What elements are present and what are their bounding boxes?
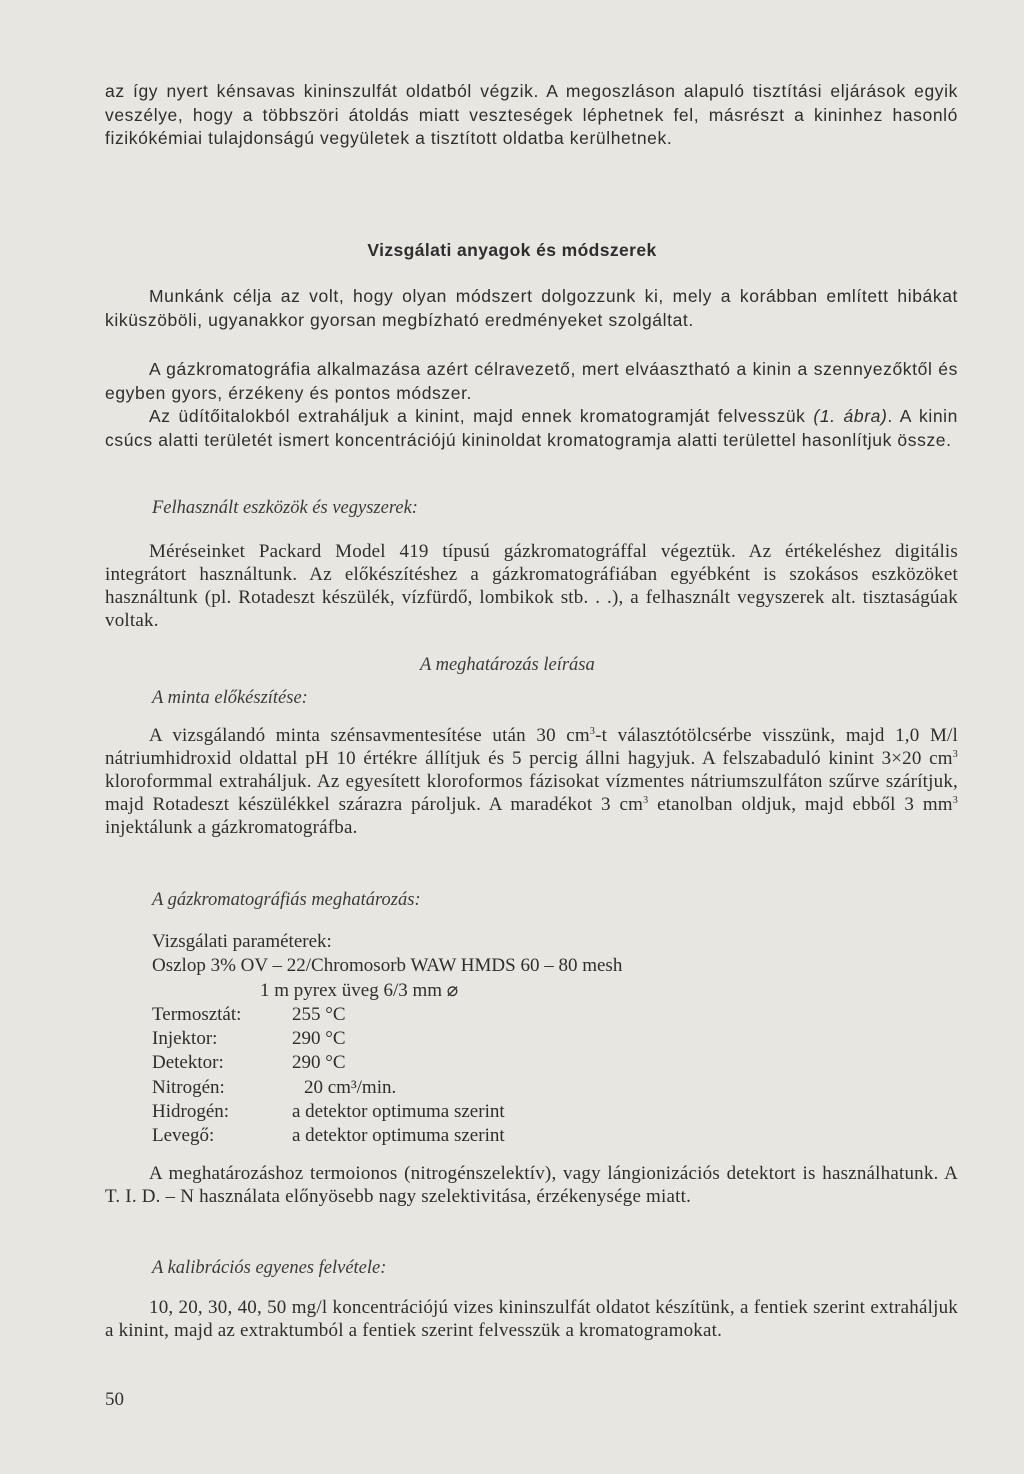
param-value: 255 °C xyxy=(292,1003,346,1025)
aim-paragraph-3-tail: . A kinin csúcs alatti területét ismert koncentrációjú kininoldat kromatogramja alatti területtel hasonlítjuk össze. xyxy=(105,406,958,450)
param-row xyxy=(152,1003,622,1027)
param-value: a detektor optimuma szerint xyxy=(292,1125,505,1147)
param-value: a detektor optimuma szerint xyxy=(292,1101,505,1123)
param-row xyxy=(152,1027,622,1051)
prep-text-5: injektálunk a gázkromatográfba. xyxy=(105,817,358,838)
calib-paragraph: 10, 20, 30, 40, 50 mg/l koncentrációjú vizes kininszulfát oldatot készítünk, a fentiek szerint extraháljuk a kinint, majd az extraktumból a fentiek szerint felvesszük a kromatogramokat. xyxy=(105,1297,958,1341)
detector-paragraph: A meghatározáshoz termoionos (nitrogénszelektív), vagy lángionizációs detektort is használhatunk. A T. I. D. – N használata előnyösebb nagy szelektivitása, érzékenysége miatt. xyxy=(105,1163,958,1207)
param-label: Injektor: xyxy=(152,1028,218,1050)
param-label: Detektor: xyxy=(152,1052,224,1074)
param-row-column-detail xyxy=(152,979,622,1003)
param-label: Termosztát: xyxy=(152,1003,242,1025)
param-row xyxy=(152,1100,622,1124)
aim-paragraph-3-text: Az üdítőitalokból extraháljuk a kinint, majd ennek kromatogramját felvesszük xyxy=(149,406,806,426)
param-value: 1 m pyrex üveg 6/3 mm ⌀ xyxy=(260,979,459,1001)
prep-text-2: -t választótölcsérbe visszünk, majd 1,0 M/l nátriumhidroxid oldattal pH 10 értékre állítjuk és 5 percig állni hagyjuk. A felszabaduló kinint 3×20 cm xyxy=(105,725,958,769)
page-number: 50 xyxy=(105,1389,124,1410)
tools-title: Felhasznált eszközök és vegyszerek: xyxy=(152,498,418,518)
superscript-3: 3 xyxy=(643,795,649,806)
calib-title: A kalibrációs egyenes felvétele: xyxy=(152,1258,387,1278)
param-row xyxy=(152,1076,622,1100)
parameters-list xyxy=(152,930,622,1149)
aim-paragraph-3 xyxy=(105,405,958,452)
param-value: 290 °C xyxy=(292,1052,346,1074)
param-row xyxy=(152,1051,622,1075)
section-title: Vizsgálati anyagok és módszerek xyxy=(367,240,657,260)
gc-title: A gázkromatográfiás meghatározás: xyxy=(152,890,421,910)
intro-paragraph: az így nyert kénsavas kininszulfát oldatból végzik. A megoszláson alapuló tisztítási eljárások egyik veszélye, hogy a többszöri átoldás miatt veszteségek léphetnek fel, másrészt a kininhez hasonló fizikókémiai tulajdonságú vegyületek a tisztított oldatba kerülhetnek. xyxy=(105,81,958,148)
aim-paragraph-1: Munkánk célja az volt, hogy olyan módszert dolgozzunk ki, mely a korábban említett hibákat kiküszöböli, ugyanakkor gyorsan megbízható eredményeket szolgáltat. xyxy=(105,286,958,330)
param-label: Levegő: xyxy=(152,1125,215,1147)
prep-text-1: A vizsgálandó minta szénsavmentesítése után 30 cm xyxy=(149,725,590,746)
param-label: Nitrogén: xyxy=(152,1076,225,1098)
superscript-3: 3 xyxy=(952,795,958,806)
param-label: Oszlop 3% OV – 22/Chromosorb WAW HMDS 60 – 80 mesh xyxy=(152,955,623,977)
prep-text-3: kloroformmal extraháljuk. Az egyesített kloroformos fázisokat vízmentes nátriumszulfáton szűrve szárítjuk, majd Rotadeszt készülékkel szárazra pároljuk. A maradékot 3 cm xyxy=(105,771,958,815)
prep-text-4: etanolban oldjuk, majd ebből 3 mm xyxy=(648,794,953,815)
prep-title: A minta előkészítése: xyxy=(152,688,308,708)
figure-reference: (1. ábra) xyxy=(813,406,888,426)
param-label: Hidrogén: xyxy=(152,1101,230,1123)
param-row-column xyxy=(152,954,622,978)
param-value: 20 cm³/min. xyxy=(304,1076,397,1098)
method-title: A meghatározás leírása xyxy=(420,655,595,675)
aim-paragraph-2: A gázkromatográfia alkalmazása azért célravezető, mert elváasztható a kinin a szennyezőktől és egyben gyors, érzékeny és pontos módszer. xyxy=(105,359,958,403)
param-value: 290 °C xyxy=(292,1028,346,1050)
params-title: Vizsgálati paraméterek: xyxy=(152,931,332,952)
superscript-3: 3 xyxy=(952,749,958,760)
tools-paragraph: Méréseinket Packard Model 419 típusú gázkromatográffal végeztük. Az értékeléshez digitális integrátort használtunk. Az előkészítéshez a gázkromatográfiában egyébként is szokásos eszközöket használtunk (pl. Rotadeszt készülék, vízfürdő, lombikok stb. . .), a felhasznált vegyszerek alt. tisztaságúak voltak. xyxy=(105,541,958,631)
superscript-3: 3 xyxy=(589,726,596,737)
param-row xyxy=(152,1124,622,1148)
prep-paragraph xyxy=(105,724,958,839)
